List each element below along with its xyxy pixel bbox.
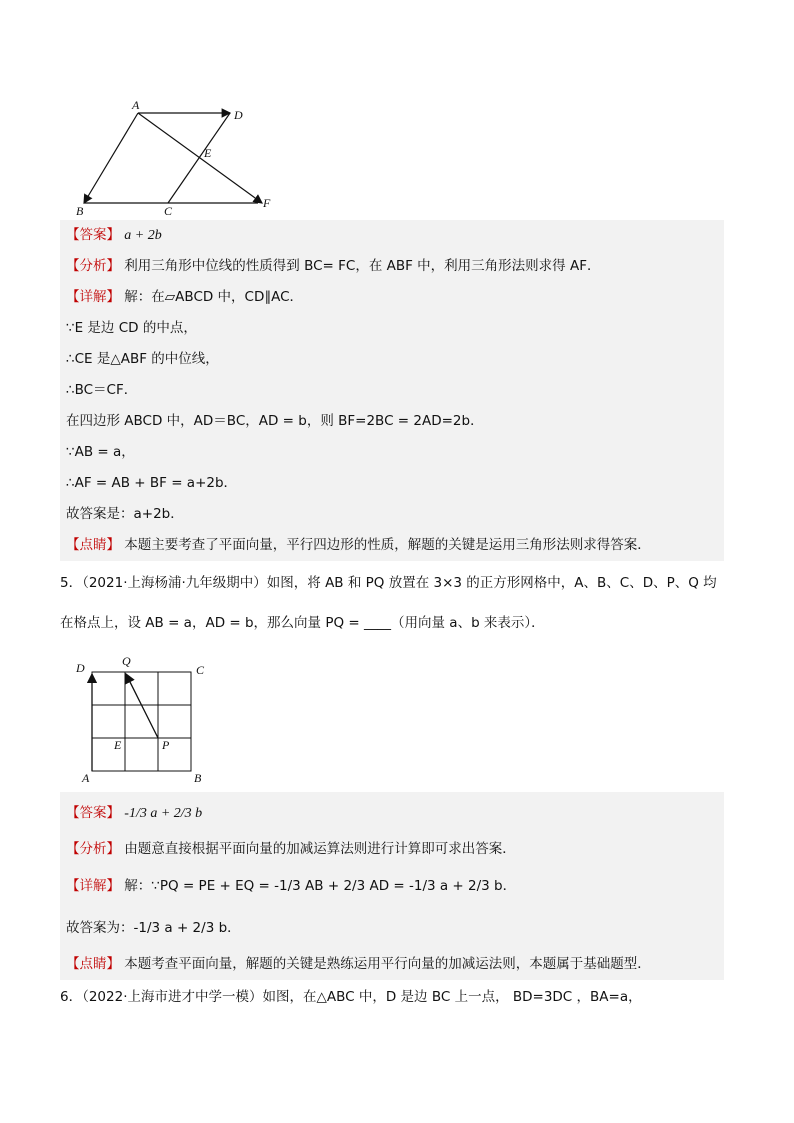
analysis-tag: 【分析】	[66, 841, 120, 857]
label-D: D	[76, 661, 85, 675]
q4-detail-line-6: ∴AF = AB + BF = a+2b．	[66, 475, 238, 491]
analysis-tag: 【分析】	[66, 258, 120, 274]
answer-value: a + 2b	[124, 228, 162, 243]
label-E: E	[114, 738, 122, 752]
comment-text: 本题考查平面向量，解题的关键是熟练运用平行向量的加减运法则，本题属于基础题型．	[124, 956, 651, 972]
q4-analysis-line	[60, 251, 724, 282]
comment-tag: 【点睛】	[66, 956, 120, 972]
figure-parallelogram	[70, 95, 290, 220]
label-P: P	[162, 738, 170, 752]
label-Q: Q	[122, 654, 131, 668]
comment-tag: 【点睛】	[66, 537, 120, 553]
analysis-text: 利用三角形中位线的性质得到 BC= FC，在 ABF 中，利用三角形法则求得 AF．	[124, 258, 601, 274]
detail-text: 解：∵PQ = PE + EQ = -1/3 AB + 2/3 AD = -1/3 a + 2/3 b．	[124, 878, 517, 894]
detail-text: 解：在▱ABCD 中，CD∥AC．	[124, 289, 304, 305]
label-A: A	[132, 98, 140, 112]
q5-comment-line	[60, 949, 724, 980]
q4-detail-line-5: ∵AB = a，	[66, 444, 135, 460]
label-B: B	[194, 771, 202, 784]
q4-detail-line-0	[60, 282, 724, 313]
label-B: B	[76, 204, 84, 218]
q4-detail-line-3: ∴BC＝CF．	[66, 382, 138, 398]
q4-detail-line-1: ∵E 是边 CD 的中点，	[66, 320, 197, 336]
answer-tag: 【答案】	[66, 805, 120, 821]
grid-border	[92, 672, 191, 771]
q4-answer-line	[60, 220, 724, 251]
q6-statement-line-1: 6．（2022·上海市进才中学一模）如图，在△ABC 中，D 是边 BC 上一点， BD=3DC ，BA=a，	[60, 989, 642, 1005]
detail-tag: 【详解】	[66, 289, 120, 305]
segment-AB	[84, 113, 138, 203]
q5-analysis-line	[60, 834, 724, 865]
q4-detail-line-2: ∴CE 是△ABF 的中位线，	[66, 351, 219, 367]
q5-final-line: 故答案为：-1/3 a + 2/3 b．	[66, 920, 241, 936]
analysis-text: 由题意直接根据平面向量的加减运算法则进行计算即可求出答案．	[124, 841, 516, 857]
q5-solution-block	[60, 792, 724, 980]
answer-tag: 【答案】	[66, 227, 120, 243]
vector-PQ	[126, 674, 158, 738]
q5-detail-line	[60, 865, 724, 907]
label-C: C	[196, 663, 205, 677]
q4-detail-line-4: 在四边形 ABCD 中，AD＝BC，AD = b，则 BF=2BC = 2AD=2b．	[66, 413, 484, 429]
q4-comment-line	[60, 530, 724, 561]
detail-tag: 【详解】	[66, 878, 120, 894]
label-A: A	[82, 771, 90, 784]
label-F: F	[263, 196, 271, 210]
q5-statement-line-2: 在格点上，设 AB = a，AD = b，那么向量 PQ = ____（用向量 a、b 来表示）．	[60, 615, 545, 631]
label-D: D	[234, 108, 243, 122]
q5-statement-line-1: 5．（2021·上海杨浦·九年级期中）如图，将 AB 和 PQ 放置在 3×3 的正方形网格中，A、B、C、D、P、Q 均	[60, 575, 717, 591]
label-E: E	[204, 146, 212, 160]
q4-detail-line-7: 故答案是：a+2b．	[66, 506, 184, 522]
answer-value: -1/3 a + 2/3 b	[124, 806, 203, 821]
segment-AF	[138, 113, 262, 203]
q5-answer-line	[60, 792, 724, 834]
figure-grid	[72, 652, 222, 784]
label-C: C	[164, 204, 173, 218]
comment-text: 本题主要考查了平面向量，平行四边形的性质，解题的关键是运用三角形法则求得答案．	[124, 537, 651, 553]
q4-solution-block	[60, 220, 724, 561]
